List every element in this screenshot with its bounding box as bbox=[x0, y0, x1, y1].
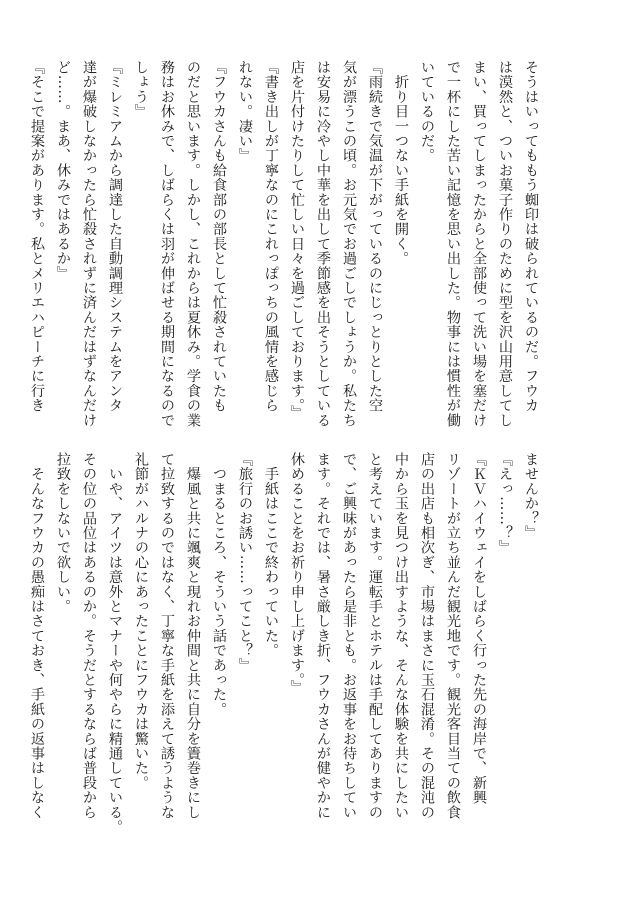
text-line: と考えています。運転手とホテルは手配してありますの bbox=[367, 452, 383, 820]
text-line: のだと思います。しかし、これからは夏休み。学食の業 bbox=[185, 60, 201, 428]
text-line: ど……。まあ、休みではあるか』 bbox=[55, 60, 71, 281]
text-line: 休めることをお祈り申し上げます。』 bbox=[289, 452, 305, 695]
text-line: 中から玉を見つけ出すような、そんな体験を共にしたい bbox=[393, 452, 409, 820]
text-line: そんなフウカの愚痴はさておき、手紙の返事はしなく bbox=[29, 452, 45, 820]
text-line: 爆風と共に颯爽と現れお仲間と共に自分を簀巻きにし bbox=[185, 452, 201, 820]
text-line: しょう』 bbox=[133, 60, 149, 119]
text-line: れない。凄い』 bbox=[237, 60, 253, 163]
text-line: 店を片付けたりして忙しい日々を過ごしております。』 bbox=[289, 60, 305, 421]
text-line: は安易に冷やし中華を出して季節感を出そうとしている bbox=[315, 60, 331, 428]
text-line: 拉致をしないで欲しい。 bbox=[55, 452, 71, 614]
text-line: そうはいってももう蜘印は破られているのだ。フウカ bbox=[523, 60, 539, 413]
text-line: 手紙はここで終わっていた。 bbox=[263, 452, 279, 658]
text-line: その位の品位はあるのか。そうだとするならば普段から bbox=[81, 452, 97, 820]
text-line: ます。それでは、暑さ厳しき折、フウカさんが健やかに bbox=[315, 452, 331, 820]
text-line: 『そこで提案があります。私とメリエハピーチに行き bbox=[29, 60, 45, 413]
text-line: 店の出店も相次ぎ、市場はまさに玉石混淆。その混沌の bbox=[419, 452, 435, 820]
text-line: で、ご興味があったら是非とも。お返事をお待ちしてい bbox=[341, 452, 357, 820]
text-line: つまるところ、そういう話であった。 bbox=[211, 452, 227, 717]
text-line: て拉致するのではなく、丁寧な手紙を添えて誘うような bbox=[159, 452, 175, 820]
text-line: 折り目一つない手紙を開く。 bbox=[393, 60, 409, 266]
text-line: まい、買ってしまったからと全部使って洗い場を塞だけ bbox=[471, 60, 487, 428]
text-line: 『フウカさんも給食部の部長として忙殺されていたも bbox=[211, 60, 227, 413]
upper-text-block bbox=[29, 60, 544, 428]
text-line: 『雨続きで気温が下がっているのにじっとりとした空 bbox=[367, 60, 383, 413]
text-line: 務はお休みで、しばらくは羽が伸ばせる期間になるので bbox=[159, 60, 175, 428]
text-line: 『えっ……？』 bbox=[497, 452, 513, 555]
text-line: で一杯にした苦い記憶を思い出した。物事には慣性が働 bbox=[445, 60, 461, 428]
text-line: ませんか？』 bbox=[523, 452, 539, 541]
text-line: 達が爆破しなかったら忙殺されずに済んだはずなんだけ bbox=[81, 60, 97, 428]
text-line: 『ＫＶハイウェイをしばらく行った先の海岸で、新興 bbox=[471, 452, 487, 805]
text-line: 『旅行のお誘い……ってこと？』 bbox=[237, 452, 253, 673]
text-line: 『ミレミアムから調達した自動調理システムをアンタ bbox=[107, 60, 123, 413]
text-line: いているのだ。 bbox=[419, 60, 435, 163]
text-line: 『書き出しが丁寧なのにこれっぽっちの風情を感じら bbox=[263, 60, 279, 413]
text-line: 礼節がハルナの心にあったことにフウカは驚いた。 bbox=[133, 452, 149, 791]
lower-text-block bbox=[29, 452, 544, 835]
text-line: は漠然と、ついお菓子作りのために型を沢山用意してし bbox=[497, 60, 513, 428]
text-line: リゾートが立ち並んだ観光地です。観光客目当ての飲食 bbox=[445, 452, 461, 820]
text-line: 気が漂うこの頃。お元気でお過ごしでしょうか。私たち bbox=[341, 60, 357, 428]
text-line: いや、アイツは意外とマナーや何やらに精通している。 bbox=[107, 452, 123, 835]
